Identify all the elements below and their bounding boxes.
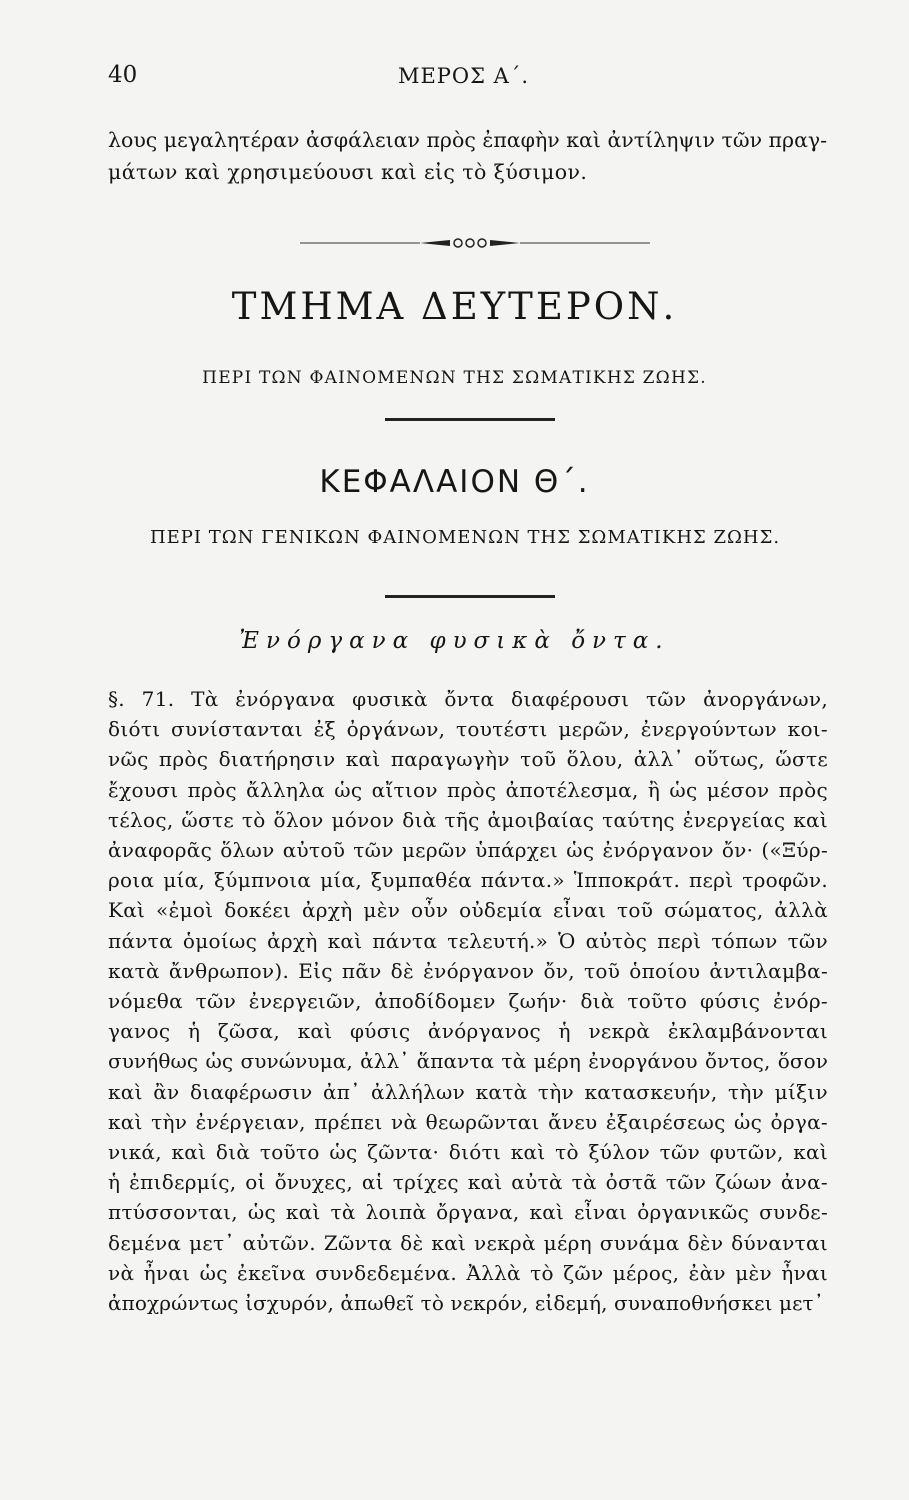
body-line: συνήθως ὡς συνώνυμα, ἀλλ᾽ ἅπαντα τὰ μέρη ἐνοργάνου ὄντος, ὅσον [108, 1049, 828, 1074]
body-line: ροια μία, ξύμπνοια μία, ξυμπαθέα πάντα.» Ἱπποκράτ. περὶ τροφῶν. [108, 868, 828, 893]
chapter-title: ΚΕΦΑΛΑΙΟΝ Θ΄. [319, 464, 590, 500]
body-line: ἀναφορᾶς ὅλων αὐτοῦ τῶν μερῶν ὑπάρχει ὡς ἐνόργανον ὄν· («Ξύρ- [108, 838, 828, 863]
body-text [108, 684, 828, 1318]
body-line: κατὰ ἄνθρωπον). Εἰς πᾶν δὲ ἐνόργανον ὄν, τοῦ ὁποίου ἀντιλαμβα- [108, 958, 828, 983]
decorative-divider-ornament [300, 236, 650, 250]
body-line: πάντα ὁμοίως ἀρχὴ καὶ πάντα τελευτή.» Ὁ αὐτὸς περὶ τόπων τῶν [108, 928, 828, 953]
running-title: ΜΕΡΟΣ Α΄. [397, 64, 530, 88]
body-line: νὰ ἦναι ὡς ἐκεῖνα συνδεδεμένα. Ἀλλὰ τὸ ζῶν μέρος, ἐὰν μὲν ἦναι [108, 1260, 828, 1285]
body-line: ἡ ἐπιδερμίς, οἱ ὄνυχες, αἱ τρίχες καὶ αὐτὰ τὰ ὀστᾶ τῶν ζώων ἀνα- [108, 1170, 828, 1195]
body-line: Καὶ «ἐμοὶ δοκέει ἀρχὴ μὲν οὖν οὐδεμία εἶναι τοῦ σώματος, ἀλλὰ [108, 898, 828, 923]
continuation-line: λους μεγαλητέραν ἀσφάλειαν πρὸς ἐπαφὴν καὶ ἀντίληψιν τῶν πραγ- [108, 128, 828, 152]
body-line: ἔχουσι πρὸς ἄλληλα ὡς αἴτιον πρὸς ἀποτέλεσμα, ἢ ὡς μέσον πρὸς [108, 777, 828, 802]
body-line: §. 71. Τὰ ἐνόργανα φυσικὰ ὄντα διαφέρουσι τῶν ἀνοργάνων, [108, 687, 828, 711]
body-line: νικά, καὶ διὰ τοῦτο ὡς ζῶντα· διότι καὶ τὸ ξύλον τῶν φυτῶν, καὶ [108, 1140, 828, 1165]
body-line: τέλος, ὥστε τὸ ὅλον μόνον διὰ τῆς ἀμοιβαίας ταύτης ἐνεργείας καὶ [108, 807, 828, 832]
body-line: διότι συνίστανται ἐξ ὀργάνων, τουτέστι μερῶν, ἐνεργούντων κοι- [108, 717, 828, 742]
continuation-line: μάτων καὶ χρησιμεύουσι καὶ εἰς τὸ ξύσιμον. [108, 160, 588, 184]
body-line: πτύσσονται, ὡς καὶ τὰ λοιπὰ ὄργανα, καὶ εἶναι ὀργανικῶς συνδε- [108, 1200, 828, 1225]
paragraph-heading: Ἐνόργανα φυσικὰ ὄντα. [239, 628, 670, 654]
section-subtitle: ΠΕΡΙ ΤΩΝ ΦΑΙΝΟΜΕΝΩΝ ΤΗΣ ΣΩΜΑΤΙΚΗΣ ΖΩΗΣ. [202, 368, 707, 388]
body-line: νόμεθα τῶν ἐνεργειῶν, ἀποδίδομεν ζωήν· διὰ τοῦτο φύσις ἐνόρ- [108, 989, 828, 1014]
page-number: 40 [108, 62, 138, 88]
section-rule [385, 418, 555, 421]
page-header [108, 62, 819, 102]
section-title: ΤΜΗΜΑ ΔΕΥΤΕΡΟΝ. [231, 285, 678, 328]
body-line: καὶ ἂν διαφέρωσιν ἀπ᾽ ἀλλήλων κατὰ τὴν κατασκευήν, τὴν μίξιν [108, 1079, 828, 1104]
body-line: νῶς πρὸς διατήρησιν καὶ παραγωγὴν τοῦ ὅλου, ἀλλ᾽ οὕτως, ὥστε [108, 747, 828, 772]
chapter-rule [385, 595, 555, 598]
chapter-subtitle: ΠΕΡΙ ΤΩΝ ΓΕΝΙΚΩΝ ΦΑΙΝΟΜΕΝΩΝ ΤΗΣ ΣΩΜΑΤΙΚΗΣ ΖΩΗΣ. [149, 527, 781, 548]
body-line: δεμένα μετ᾽ αὐτῶν. Ζῶντα δὲ καὶ νεκρὰ μέρη συνάμα δὲν δύνανται [108, 1230, 828, 1255]
body-line: καὶ τὴν ἐνέργειαν, πρέπει νὰ θεωρῶνται ἄνευ ἐξαιρέσεως ὡς ὀργα- [108, 1109, 828, 1134]
body-line: ἀποχρώντως ἰσχυρόν, ἀπωθεῖ τὸ νεκρόν, εἰδεμή, συναποθνήσκει μετ᾽ [108, 1291, 824, 1316]
body-line: γανος ἡ ζῶσα, καὶ φύσις ἀνόργανος ἡ νεκρὰ ἐκλαμβάνονται [108, 1019, 828, 1044]
